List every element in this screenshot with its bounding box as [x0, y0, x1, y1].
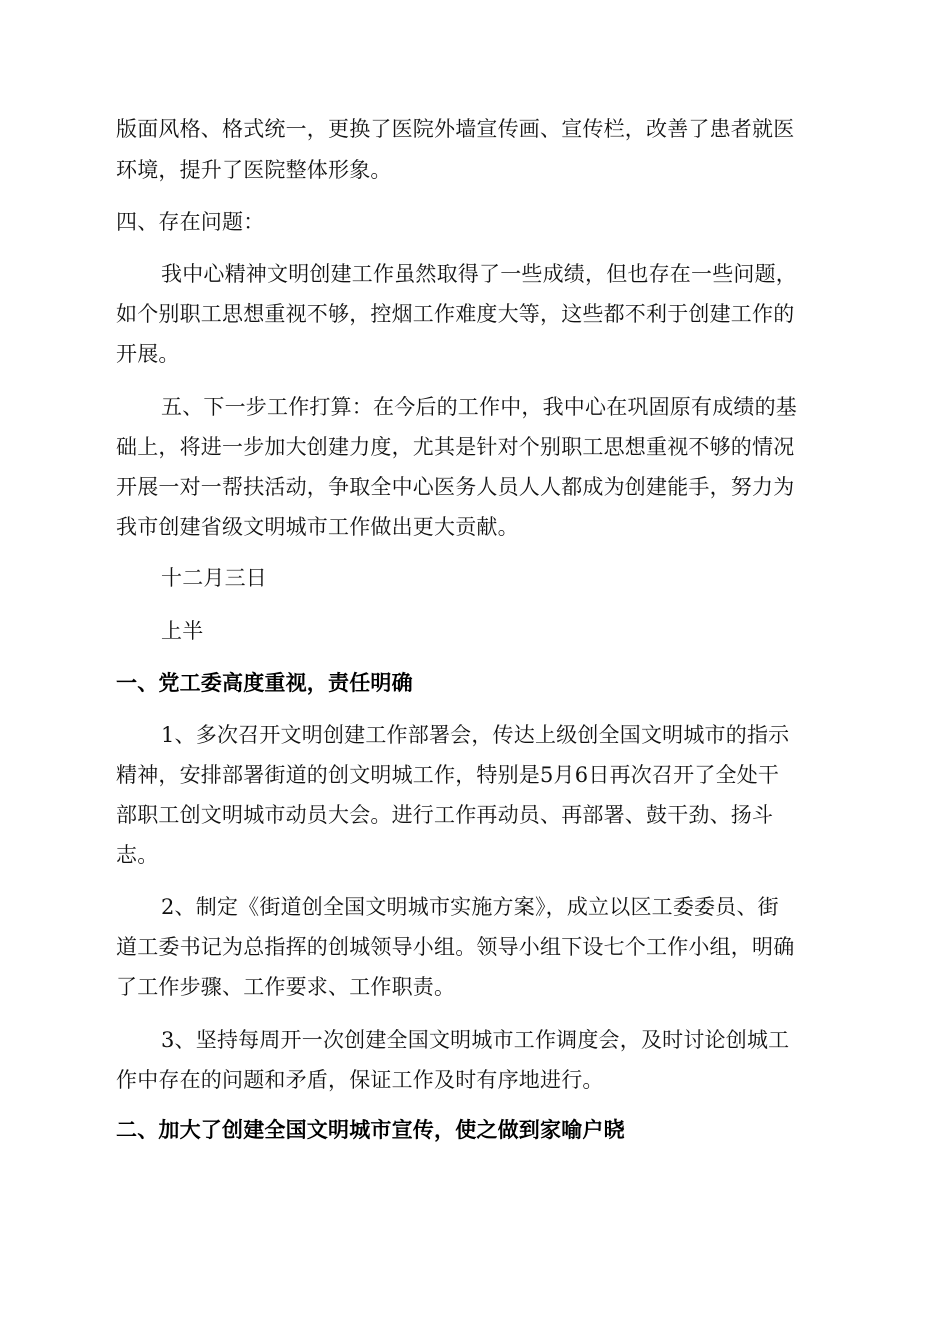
paragraph-line: 环境，提升了医院整体形象。 [116, 158, 392, 182]
paragraph-line: 我中心精神文明创建工作虽然取得了一些成绩，但也存在一些问题， [161, 262, 797, 286]
paragraph-line: 3、坚持每周开一次创建全国文明城市工作调度会，及时讨论创城工 [161, 1028, 790, 1052]
paragraph-line: 开展一对一帮扶活动，争取全中心医务人员人人都成为创建能手，努力为 [116, 475, 795, 499]
paragraph-line: 志。 [116, 843, 159, 867]
bold-heading: 二、加大了创建全国文明城市宣传，使之做到家喻户晓 [116, 1118, 625, 1142]
paragraph-line: 作中存在的问题和矛盾，保证工作及时有序地进行。 [116, 1068, 604, 1092]
subtitle-line: 上半 [161, 619, 204, 643]
paragraph-line: 2、制定《街道创全国文明城市实施方案》，成立以区工委委员、街 [161, 895, 779, 919]
paragraph-line: 础上，将进一步加大创建力度，尤其是针对个别职工思想重视不够的情况 [116, 435, 795, 459]
paragraph-line: 精神，安排部署街道的创文明城工作，特别是5月6日再次召开了全处干 [116, 763, 780, 787]
paragraph-line: 部职工创文明城市动员大会。进行工作再动员、再部署、鼓干劲、扬斗 [116, 803, 774, 827]
paragraph-line: 五、下一步工作打算：在今后的工作中，我中心在巩固原有成绩的基 [161, 395, 797, 419]
paragraph-line: 如个别职工思想重视不够，控烟工作难度大等，这些都不利于创建工作的 [116, 302, 795, 326]
paragraph-line: 1、多次召开文明创建工作部署会，传达上级创全国文明城市的指示 [161, 723, 790, 747]
bold-heading: 一、党工委高度重视，责任明确 [116, 671, 413, 695]
paragraph-line: 我市创建省级文明城市工作做出更大贡献。 [116, 515, 519, 539]
paragraph-line: 开展。 [116, 342, 180, 366]
section-heading: 四、存在问题： [116, 210, 265, 234]
date-line: 十二月三日 [161, 566, 267, 590]
paragraph-line: 了工作步骤、工作要求、工作职责。 [116, 975, 456, 999]
paragraph-line: 版面风格、格式统一，更换了医院外墙宣传画、宣传栏，改善了患者就医 [116, 117, 795, 141]
paragraph-line: 道工委书记为总指挥的创城领导小组。领导小组下设七个工作小组，明确 [116, 935, 795, 959]
